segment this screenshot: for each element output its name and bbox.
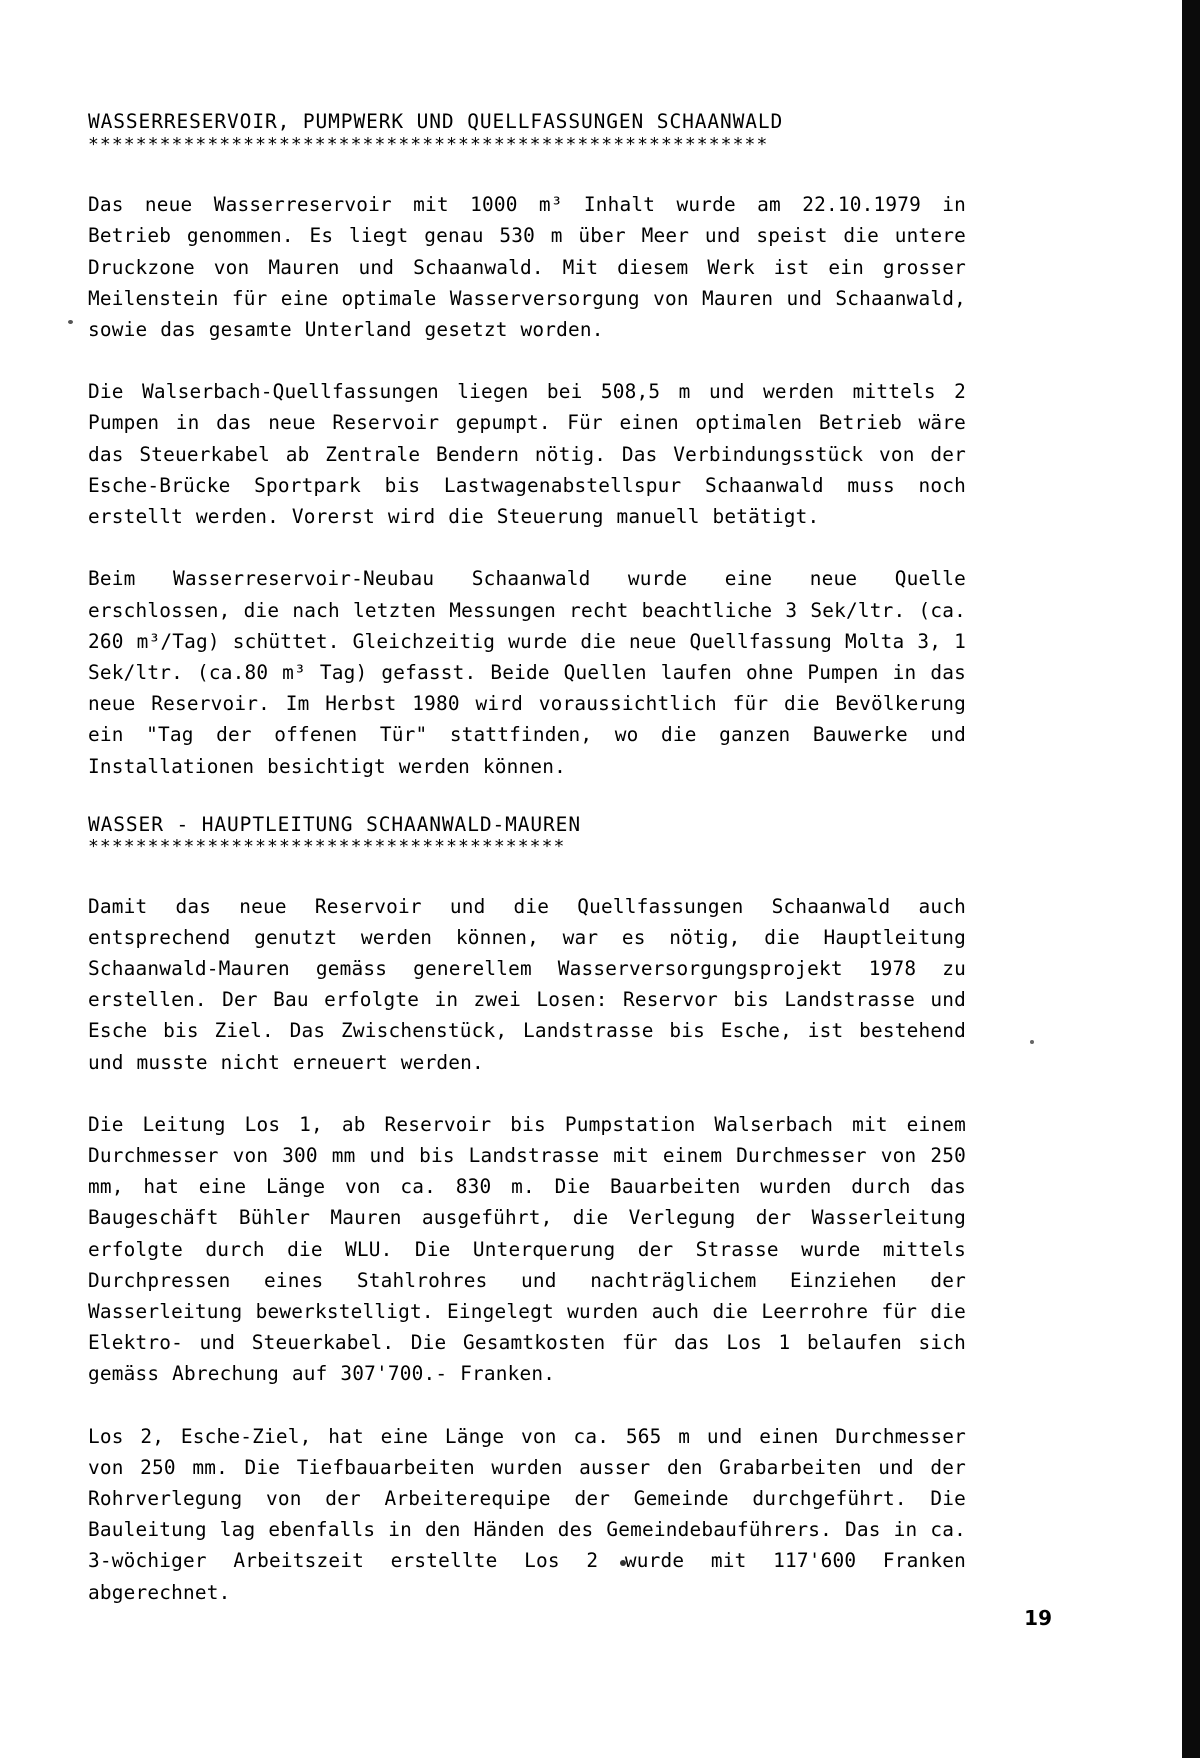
section-heading-rule: **************************************** xyxy=(88,837,566,857)
scan-edge-artifact xyxy=(1182,0,1200,1758)
paragraph: Los 2, Esche-Ziel, hat eine Länge von ca. 565 m und einen Durchmesser von 250 mm. Die Tiefbauarbeiten wurden ausser den Grabarbeiten und der Rohrverlegung von der Arbeiterequipe der Gemeinde durchgeführt. Die Bauleitung lag ebenfalls in den Händen des Gemeindebauführers. Das in ca. 3-wöchiger Arbeitszeit erstellte Los 2 wurde mit 117'600 Franken abgerechnet. xyxy=(88,1424,966,1604)
scan-edge-margin xyxy=(1175,0,1182,1758)
document-body xyxy=(88,110,966,1608)
page-number: 19 xyxy=(1024,1606,1052,1630)
scan-speck xyxy=(1030,1040,1034,1044)
page-title: WASSERRESERVOIR, PUMPWERK UND QUELLFASSUNGEN SCHAANWALD xyxy=(88,110,784,133)
paragraph: Das neue Wasserreservoir mit 1000 m³ Inhalt wurde am 22.10.1979 in Betrieb genommen. Es liegt genau 530 m über Meer und speist die untere Druckzone von Mauren und Schaanwald. Mit diesem Werk ist ein grosser Meilenstein für eine optimale Wasserversorgung von Mauren und Schaanwald, sowie das gesamte Unterland gesetzt worden. xyxy=(88,193,966,342)
paragraph: Beim Wasserreservoir-Neubau Schaanwald wurde eine neue Quelle erschlossen, die nach letzten Messungen recht beachtliche 3 Sek/ltr. (ca. 260 m³/Tag) schüttet. Gleichzeitig wurde die neue Quellfassung Molta 3, 1 Sek/ltr. (ca.80 m³ Tag) gefasst. Beide Quellen laufen ohne Pumpen in das neue Reservoir. Im Herbst 1980 wird voraussichtlich für die Bevölkerung ein "Tag der offenen Tür" stattfinden, wo die ganzen Bauwerke und Installationen besichtigt werden können. xyxy=(88,567,966,778)
paragraph: Damit das neue Reservoir und die Quellfassungen Schaanwald auch entsprechend genutzt werden können, war es nötig, die Hauptleitung Schaanwald-Mauren gemäss generellem Wasserversorgungsprojekt 1978 zu erstellen. Der Bau erfolgte in zwei Losen: Reservor bis Landstrasse und Esche bis Ziel. Das Zwischenstück, Landstrasse bis Esche, ist bestehend und musste nicht erneuert werden. xyxy=(88,894,966,1074)
section-heading: WASSER - HAUPTLEITUNG SCHAANWALD-MAUREN xyxy=(88,812,581,836)
paragraph: Die Walserbach-Quellfassungen liegen bei 508,5 m und werden mittels 2 Pumpen in das neue Reservoir gepumpt. Für einen optimalen Betrieb wäre das Steuerkabel ab Zentrale Bendern nötig. Das Verbindungsstück von der Esche-Brücke Sportpark bis Lastwagenabstellspur Schaanwald muss noch erstellt werden. Vorerst wird die Steuerung manuell betätigt. xyxy=(88,380,966,529)
title-rule: ********************************************************* xyxy=(88,136,769,156)
paragraph: Die Leitung Los 1, ab Reservoir bis Pumpstation Walserbach mit einem Durchmesser von 300 mm und bis Landstrasse mit einem Durchmesser von 250 mm, hat eine Länge von ca. 830 m. Die Bauarbeiten wurden durch das Baugeschäft Bühler Mauren ausgeführt, die Verlegung der Wasserleitung erfolgte durch die WLU. Die Unterquerung der Strasse wurde mittels Durchpressen eines Stahlrohres und nachträglichem Einziehen der Wasserleitung bewerkstelligt. Eingelegt wurden auch die Leerrohre für die Elektro- und Steuerkabel. Die Gesamtkosten für das Los 1 belaufen sich gemäss Abrechung auf 307'700.- Franken. xyxy=(88,1112,966,1386)
scan-speck xyxy=(68,320,73,324)
